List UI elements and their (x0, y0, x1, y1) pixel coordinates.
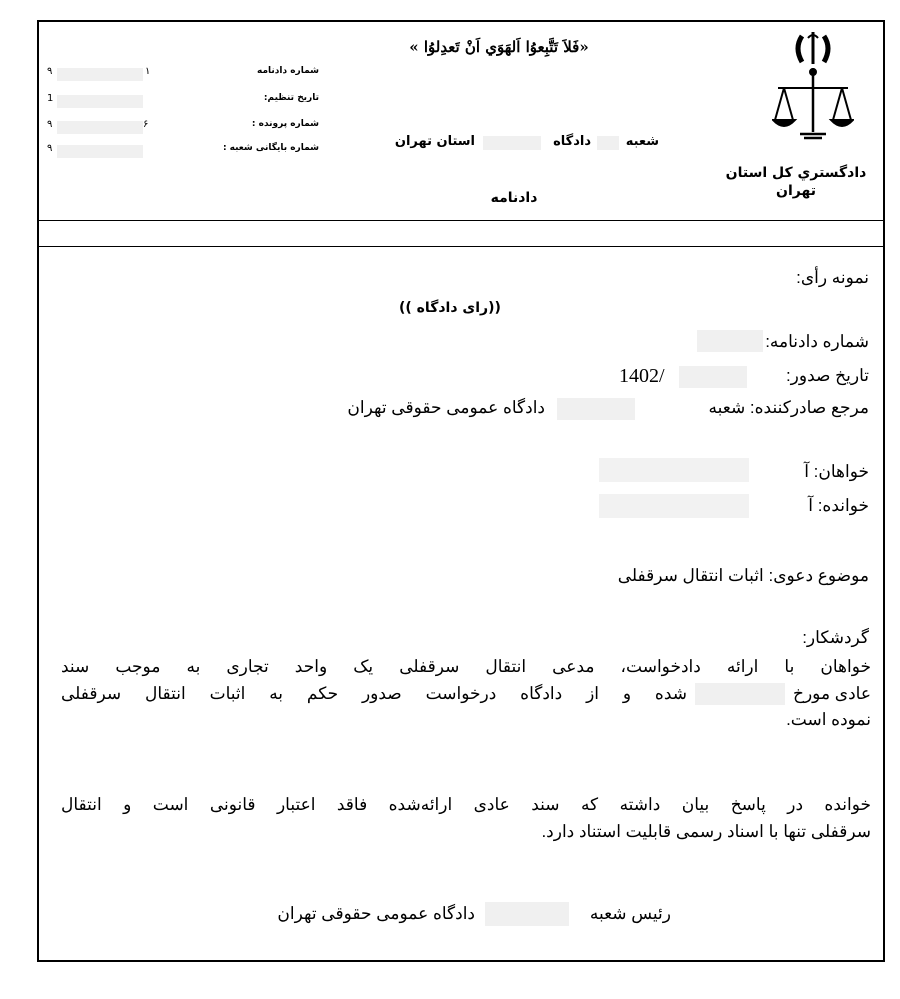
defense-paragraph (61, 792, 871, 845)
signature-suffix: دادگاه عمومی حقوقی تهران (277, 904, 475, 923)
redacted-signature-branch (485, 902, 569, 926)
redacted-plaintiff-name (599, 458, 749, 482)
meta-label: تاریخ تنظیم: (263, 93, 319, 103)
meta-label: شماره پرونده : (251, 119, 319, 129)
quran-verse: «فَلاَ تَتَّبِعوُا اَلهَوَي اَنْ تَعدِلوُا » (409, 38, 589, 56)
document-title: دادنامه (490, 190, 538, 206)
meta-case-number: ۹ ۶ شماره پرونده : (47, 119, 319, 135)
court-label: دادگاه (553, 134, 591, 149)
redacted-defendant-name (599, 494, 749, 518)
verdict-number-label: شماره دادنامه: (765, 332, 869, 351)
meta-verdict-number: ۹ ۱ شماره دادنامه (47, 66, 319, 82)
header-divider-lower (39, 246, 883, 247)
redacted-value (57, 68, 143, 81)
redacted-value (57, 121, 143, 134)
redacted-branch-number (597, 136, 619, 150)
judiciary-line2: تهران (776, 183, 816, 199)
background-label: گردشکار: (802, 628, 869, 647)
defendant-label: خوانده: آ (808, 496, 869, 515)
court-branch-line (339, 134, 659, 154)
province-label: استان تهران (394, 134, 475, 149)
defense-line1: خوانده در پاسخ بیان داشته که سند عادی ارائه‌شده فاقد اعتبار قانونی است و انتقال (61, 795, 871, 814)
verdict-document (37, 20, 885, 962)
judiciary-line1: دادگستري كل استان (725, 165, 867, 181)
background-line2-end: شده و از دادگاه درخواست صدور حکم به اثبات انتقال سرقفلی (61, 683, 687, 703)
meta-label: شماره بایگانی شعبه : (222, 143, 319, 153)
defense-line2: سرقفلی تنها با اسناد رسمی قابلیت استناد دارد. (541, 821, 871, 841)
signature-prefix: رئیس شعبه (589, 904, 671, 923)
meta-issue-date: 1 تاریخ تنظیم: (47, 93, 319, 109)
background-line2 (61, 681, 871, 708)
redacted-court-name (483, 136, 541, 150)
judiciary-emblem-icon (772, 28, 854, 148)
issue-year: 1402/ (619, 365, 665, 387)
header-divider (39, 220, 883, 221)
background-line3: نموده است. (786, 710, 871, 729)
court-opinion-heading: ((رای دادگاه )) (399, 300, 501, 316)
redacted-verdict-number (697, 330, 763, 352)
plaintiff-label: خواهان: آ (804, 462, 869, 481)
redacted-value (57, 95, 143, 108)
issuer-suffix: دادگاه عمومی حقوقی تهران (347, 398, 545, 417)
meta-archive-number: ۹ شماره بایگانی شعبه : (47, 143, 319, 159)
background-line1: خواهان با ارائه دادخواست، مدعی انتقال سرقفلی یک واحد تجاری به موجب سند (61, 657, 871, 676)
redacted-issuer-branch (557, 398, 635, 420)
branch-label: شعبه (625, 134, 659, 149)
background-line2-start: عادی مورخ (793, 683, 871, 703)
case-subject: موضوع دعوی: اثبات انتقال سرقفلی (617, 566, 869, 585)
issuer-prefix: مرجع صادرکننده: شعبه (708, 398, 869, 417)
redacted-value (57, 145, 143, 158)
issue-date-label: تاریخ صدور: (785, 366, 869, 385)
background-paragraph (61, 654, 871, 734)
judiciary-heading (721, 164, 871, 200)
redacted-issue-date (679, 366, 747, 388)
redacted-document-date (695, 683, 785, 705)
sample-label: نمونه رأی: (796, 268, 869, 287)
meta-label: شماره دادنامه (256, 66, 319, 76)
